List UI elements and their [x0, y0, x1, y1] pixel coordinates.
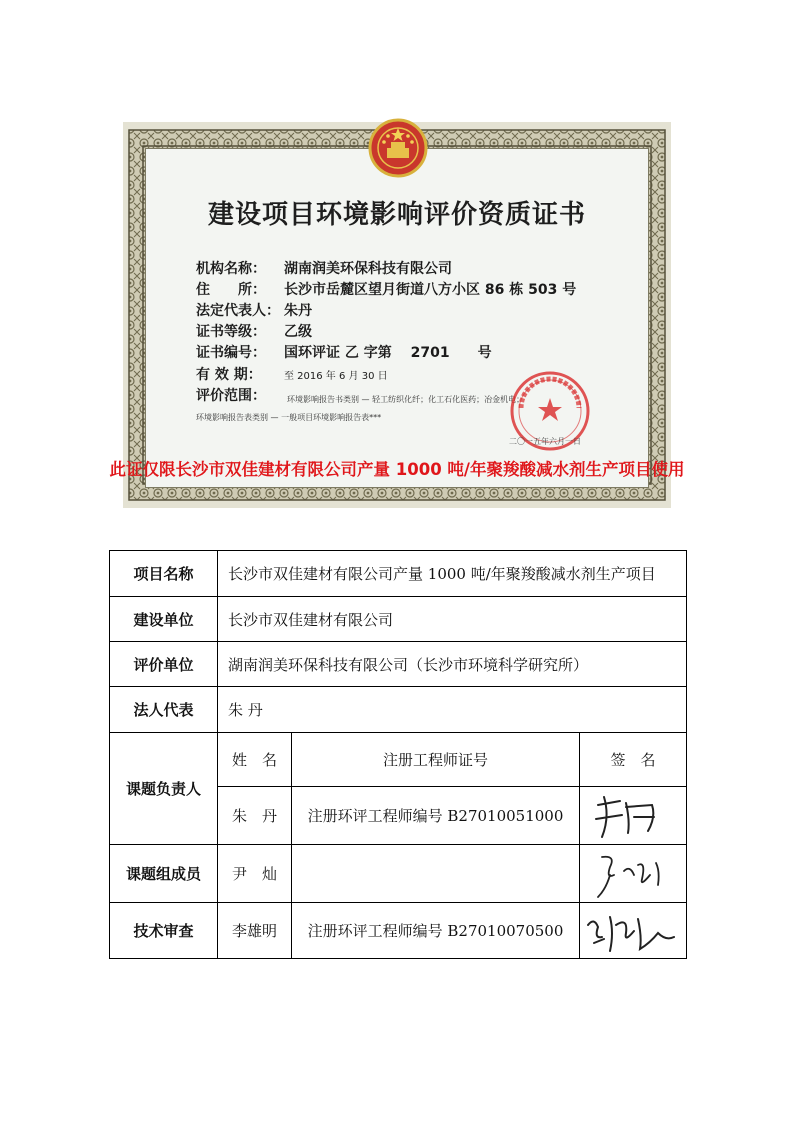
member-signature — [580, 845, 687, 903]
legal-rep-value: 朱 丹 — [218, 687, 687, 733]
field-label: 证书编号： — [196, 345, 266, 361]
scope-report-book: 环境影响报告书类别 — 轻工纺织化纤；化工石化医药；冶金机电； — [287, 395, 525, 404]
evaluator-value: 湖南润美环保科技有限公司（长沙市环境科学研究所） — [218, 642, 687, 687]
member-cert — [292, 845, 580, 903]
table-row — [110, 551, 687, 597]
field-cert-number — [196, 342, 492, 362]
table-row — [110, 687, 687, 733]
table-row — [110, 733, 687, 787]
col-header-name: 姓 名 — [218, 733, 292, 787]
col-header-sign: 签 名 — [580, 733, 687, 787]
table-row — [110, 903, 687, 959]
field-label: 评价范围： — [196, 388, 266, 404]
field-validity — [196, 364, 388, 384]
member-name: 尹 灿 — [218, 845, 292, 903]
leader-cert: 注册环评工程师编号 B27010051000 — [292, 787, 580, 845]
project-info-table — [109, 550, 687, 959]
field-value: 至 2016 年 6 月 30 日 — [284, 371, 388, 382]
reviewer-cert: 注册环评工程师编号 B27010070500 — [292, 903, 580, 959]
field-value: 乙级 — [284, 324, 312, 340]
field-label: 法定代表人： — [196, 303, 280, 319]
field-label: 证书等级： — [196, 324, 266, 340]
issue-date: 二〇一五年六月一日 — [509, 437, 581, 446]
certificate-image — [123, 122, 671, 508]
certificate-title: 建设项目环境影响评价资质证书 — [207, 200, 586, 230]
signature-icon — [580, 787, 687, 845]
field-label: 住 所： — [196, 282, 266, 298]
legal-rep-label: 法人代表 — [110, 687, 218, 733]
table-row — [110, 597, 687, 642]
member-label: 课题组成员 — [110, 845, 218, 903]
signature-icon — [580, 903, 687, 959]
reviewer-signature — [580, 903, 687, 959]
field-value: 长沙市岳麓区望月街道八方小区 86 栋 503 号 — [284, 282, 577, 298]
table-row — [110, 642, 687, 687]
evaluator-label: 评价单位 — [110, 642, 218, 687]
signature-icon — [580, 845, 687, 903]
field-label: 有 效 期： — [196, 367, 262, 383]
col-header-cert: 注册工程师证号 — [292, 733, 580, 787]
leader-label: 课题负责人 — [110, 733, 218, 845]
reviewer-label: 技术审查 — [110, 903, 218, 959]
leader-signature — [580, 787, 687, 845]
leader-name: 朱 丹 — [218, 787, 292, 845]
national-emblem-icon — [365, 114, 431, 180]
field-legal-rep — [196, 300, 312, 320]
field-org-name — [196, 258, 452, 278]
field-value: 朱丹 — [284, 303, 312, 319]
usage-restriction-stamp: 此证仅限长沙市双佳建材有限公司产量 1000 吨/年聚羧酸减水剂生产项目使用 — [109, 460, 685, 479]
field-value: 湖南润美环保科技有限公司 — [284, 261, 452, 277]
reviewer-name: 李雄明 — [218, 903, 292, 959]
table-row — [110, 845, 687, 903]
builder-value: 长沙市双佳建材有限公司 — [218, 597, 687, 642]
scope-report-table: 环境影响报告表类别 — 一般项目环境影响报告表*** — [196, 413, 382, 422]
field-address — [196, 279, 576, 299]
field-scope — [196, 385, 284, 405]
field-value: 国环评证 乙 字第 2701 号 — [284, 345, 492, 361]
project-name-value: 长沙市双佳建材有限公司产量 1000 吨/年聚羧酸减水剂生产项目 — [218, 551, 687, 597]
builder-label: 建设单位 — [110, 597, 218, 642]
field-label: 机构名称： — [196, 261, 266, 277]
field-grade — [196, 321, 312, 341]
project-name-label: 项目名称 — [110, 551, 218, 597]
